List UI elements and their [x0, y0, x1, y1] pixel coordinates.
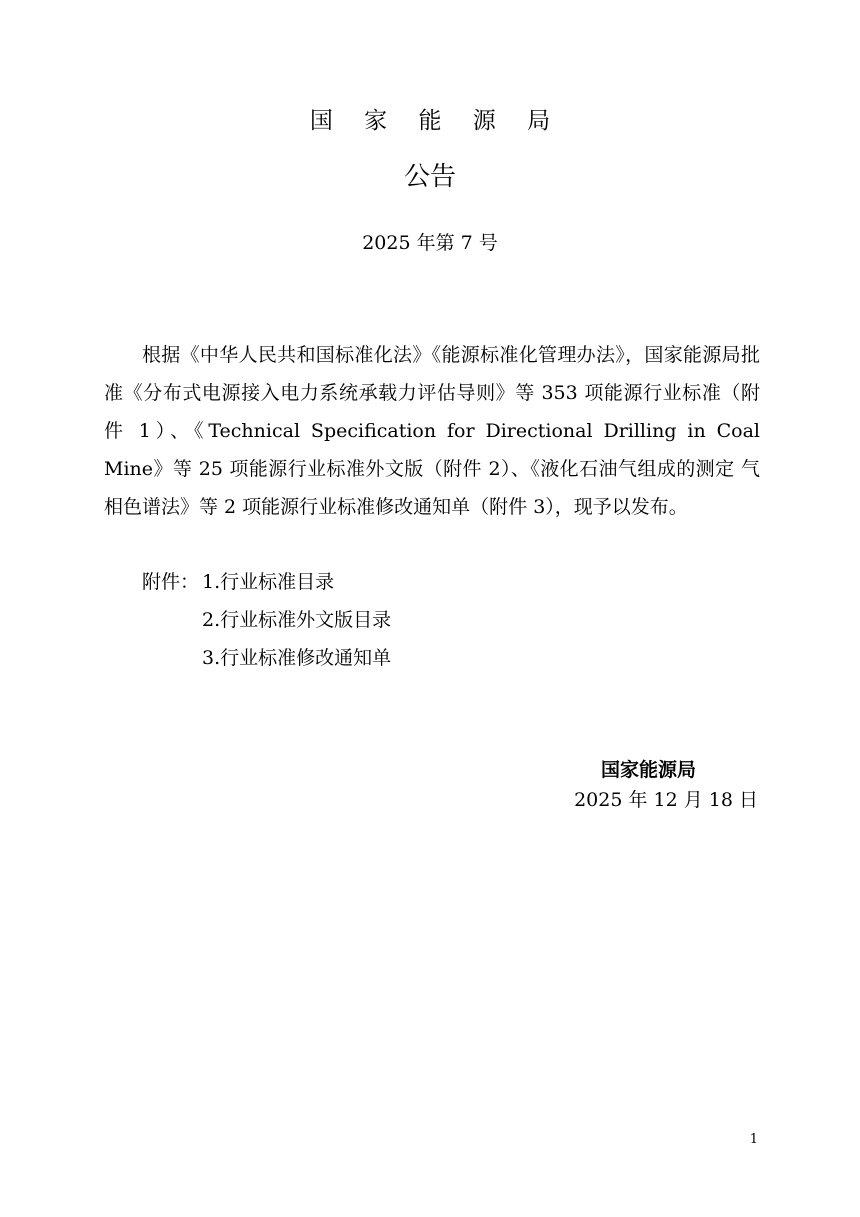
attachments-list	[142, 563, 662, 677]
attachments-label: 附件：	[142, 571, 200, 593]
attachment-item-text: 2.行业标准外文版目录	[202, 609, 392, 631]
announcement-body: 根据《中华人民共和国标准化法》《能源标准化管理办法》，国家能源局批准《分布式电源接入电力系统承载力评估导则》等 353 项能源行业标准（附件 1）、《Technical Specification for Directional Drilling in Coal Mine》等 25 项能源行业标准外文版（附件 2）、《液化石油气组成的测定 气相色谱法》等 2 项能源行业标准修改通知单（附件 3），现予以发布。	[104, 344, 760, 518]
page-number: 1	[749, 1132, 758, 1147]
issuing-authority-title: 国 家 能 源 局	[309, 108, 563, 134]
attachment-item	[142, 563, 662, 601]
document-type-title: 公告	[403, 162, 456, 192]
signature-organization: 国家能源局	[600, 759, 696, 781]
attachment-item	[142, 601, 662, 639]
signature-block	[458, 755, 758, 815]
signature-date: 2025 年 12 月 18 日	[574, 789, 758, 811]
document-number: 2025 年第 7 号	[362, 232, 498, 254]
attachment-item-text: 1.行业标准目录	[202, 571, 335, 593]
attachment-item-text: 3.行业标准修改通知单	[202, 647, 392, 669]
attachment-item	[142, 639, 662, 677]
